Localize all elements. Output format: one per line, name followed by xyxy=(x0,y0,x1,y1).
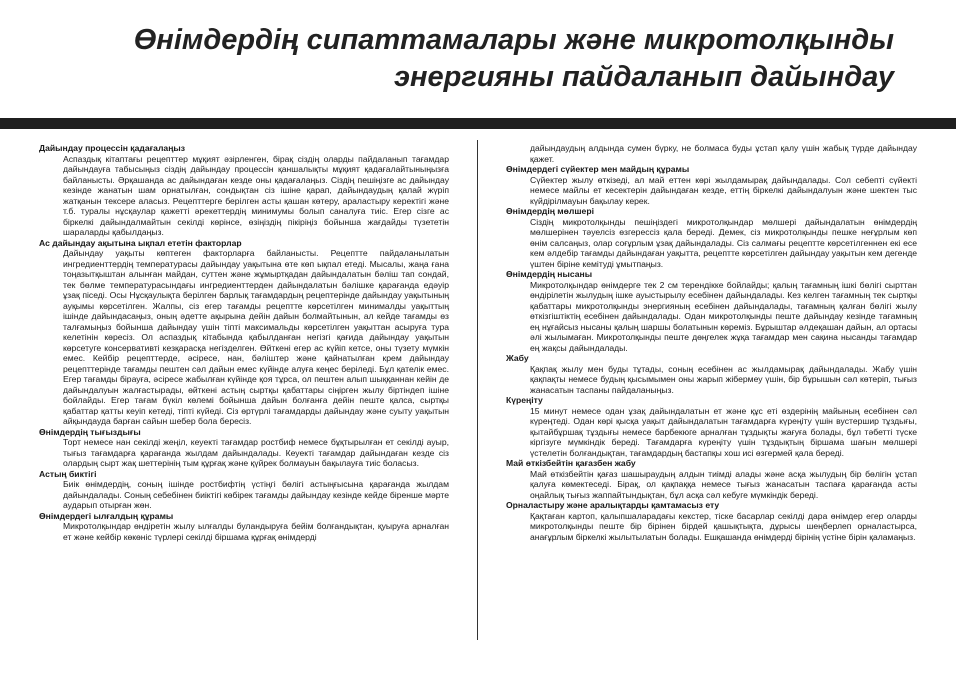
section-heading: Астың биктігі xyxy=(39,468,97,479)
section-shape xyxy=(506,269,917,353)
section-body: Аспаздық кітаптағы рецепттер мұқият әзірленген, бірақ сіздің оларды пайдаланып тағамдар дайындауға табысыңыз сіздің дайындау процессін қаншалықты мұқият қадағалайтыныңызға байланысты. Әрқашанда ас дайындаған кезде оны қадағалаңыз. Сіздің пешіңізге ас дайындау кезінде жанатын шам орнатылған, сондықтан сіз ішіне қарап, дайындаудың қалай жүріп жатқанын тексере аласыз. Рецепттерге берілген асты қашан көтеру, араластыру керектігі және т.б. туралы нұсқаулар қажетті әрекеттердің минимумы болып саналуға тиіс. Егер сізге ас біркелкі дайындалмайтын секілді көрінсе, өзіңіздің пікіріңіз бойынша жағдайды түзететін шараларды қабылдаңыз. xyxy=(63,153,449,237)
section-heading: Жабу xyxy=(506,353,529,363)
column-divider xyxy=(477,140,478,640)
section-body: Май өткізбейтін қағаз шашыраудың алдын тиімді алады және асқа жылудың бір бөлігін ұстап қалуға көмектеседі. Бірақ, ол қақпаққа немесе тығыз жанасатын таспаға қарағанда асты оңайлық тығыз жаппайтындықтан, бұл асқа сәл кебуге мүмкіндік береді. xyxy=(530,468,917,500)
section-heading: Ас дайындау ақытына ықпал ететін факторлар xyxy=(39,237,242,248)
header-rule xyxy=(0,118,956,129)
page-title xyxy=(74,22,894,96)
section-height xyxy=(39,469,449,511)
section-greaseproof-paper xyxy=(506,458,917,500)
section-body: дайындаудың алдында сумен бүрку, не болмаса буды ұстап қалу үшін жабық түрде дайындау қажет. xyxy=(530,143,917,164)
section-body: Микротолқындар өндіретін жылу ылғалды буландыруға бейім болғандықтан, қуыруға арналған ет және кейбір көкөніс түрлері секілді біршама құрғақ өнімдерді xyxy=(63,521,449,542)
section-heading: Өнімдердің тығыздығы xyxy=(39,426,141,437)
section-body: Қақпақ жылу мен буды тұтады, соның есебінен ас жылдамырақ дайындалады. Жабу үшін қақпақты немесе будың қысымымен оны жарып жібермеу үшін, бір бұрышын сәл көтеріп, тығыз жанасатын таспаны пайдаланыңыз. xyxy=(530,363,917,395)
right-column xyxy=(506,143,917,542)
section-heading: Өнімдердегі сүйектер мен майдың құрамы xyxy=(506,164,690,174)
section-body: Биік өнімдердің, соның ішінде ростбифтің үстіңгі бөлігі астыңғысына қарағанда жылдам дайындалады. Соның себебінен биіктігі көбірек тағамды дайындау кезінде кейде біренше мәрте аударып отырған жөн. xyxy=(63,479,449,510)
section-heading: Өнімдердегі ылғалдың құрамы xyxy=(39,510,174,521)
section-body: Дайындау уақыты көптеген факторларға байланысты. Рецептте пайдаланылатын ингредиенттердің температурасы дайындау уақытына өте көп ықпал етеді. Мысалы, жаңа ғана тоңазытқыштан алынған майдан, суттен және жұмыртқадан дайындалатын бәліш тап сондай, тек бөлме температурасындағы ингредиенттерден дайындалатын бәлішке қарағанда едәуір ұзақ піседі. Осы Нұсқаулықта берілген барлық тағамдардың рецептеріндe дайындау уақытының ауқымы көрсетілген. Жалпы, сіз егер тағамды рецептте көрсетілген минималды уақыттың ішінде дайындасаңыз, оның әдетте ақырына дейін дайын болмайтынын, ал кейде тағамды өз талғамыңыз бойынша дайындау үшін тіпті максимальды көрсетілген уақыттан асыруға тура келетінін көресіз. Ол аспаздық кітабында қабылданған негізгі қағида дайындау уақытын көрсетуге консервативті кезқарасқа негізделген. Өйткені егер ас күйіп кетсе, оны түзету мүмкін емес. Кейбір рецепттерде, әсіресе, нан, бәліштер және қайнатылған крем дайындау рецепттерінде тағамды пештен сәл дайын емес күйінде алуға кеңес беріледі. Бұл қателік емес. Егер тағамды бірауға, әсіресе жабылған күйінде қоя тұрса, ол пештен алып шыққаннан кейін де дайындалуын жалғастырады, өйткені астың сыртқы қабаттары сіңірген жылу біртіндеп ішіне бойлайды. Егер тағам бүкіл көлемі бойынша дайын болғанға дейін пеште қалса, сыртқы қабаттар қатты кеуіп кетеді, тіпті күйеді. Сіз өртүрлі тағамдарды дайындау және суыту уақытын айқындауда барған сайын шебер бола бересіз. xyxy=(63,248,449,426)
section-body: Торт немесе нан секілді жеңіл, кеуекті тағамдар ростбиф немесе бұқтырылған ет секілді ауыр, тығыз тағамдарға қарағанда жылдам дайындалады. Кеуекті тағамдар дайындаған кезде сіз олардың сырт жақ шеттерінің тым құрғақ және қүйрек болмауын бақылауға тиіс боласыз. xyxy=(63,437,449,468)
section-browning xyxy=(506,395,917,458)
page-title-line-2: энергияны пайдаланып дайындау xyxy=(393,61,894,93)
section-heading: Дайындау процессін қадағалаңыз xyxy=(39,143,185,153)
section-quantity xyxy=(506,206,917,269)
section-heading: Май өткізбейтін қағазбен жабу xyxy=(506,458,636,468)
section-arrangement xyxy=(506,500,917,542)
section-body: 15 минут немесе одан ұзақ дайындалатын ет және құс еті өздерінің майының есебінен сәл күреңтеді. Одан көрі қысқа уақыт дайындалатын тағамдарға күреңіту үшін вустершир тұздығы, қытайбұршақ тұздығы немесе барбекюге арналған тұздықты жағуға болады, бұл тәбетті түске кіргізуге мүмкіндік береді. Тағамдарға күреңіту үшін тұздықтың біршама шағын мөлшері үстелетін болғандықтан, тағамдардың бастапқы хош исі өзгермей қала береді. xyxy=(530,405,917,458)
section-bones-fat xyxy=(506,164,917,206)
section-cooking-time-factors xyxy=(39,238,449,427)
section-body: Сіздің микротолқынды пешіңіздегі микротолқындар мөлшері дайындалатын өнімдердің мөлшерінен тәуелсіз өзгерессіз қала береді. Демек, сіз микротолқынды пешке неғұрлым көп өнім салсаңыз, олар соғұрлым ұзақ дайындалады. Сіз салмағы рецептте көрсетілгеннен екі есе кем әлдебір тағамды дайындаған уақытта, рецептте көрсетілген дайындау уақытын кем дегенде үштен біріне кемітуді ұмытпаңыз. xyxy=(530,216,917,269)
page-title-line-1: Өнімдердің сипаттамалары және микротолқынды xyxy=(133,24,894,56)
section-heading: Өнімдердің мөлшері xyxy=(506,206,594,216)
section-body: Қақтаған картоп, қалыпшаларадағы кекстер, тіске басарлар секілді дара өнімдер егер оларды микротолқынды пеште бір бірінен бірдей қашықтықта, дұрысы шеңберлеп орналастырса, анағұрлым біркелкі жылытылатын болады. Ешқашанда өнімдерді бірінің үстіне бірін қаламаңыз. xyxy=(530,510,917,542)
section-body: Микротолқындар өнімдерге тек 2 см терендікке бойлайды; қалың тағамның ішкі бөлігі сырттан өндірілетін жылудың ішке ауыстырылу есебінен дайындалады. Кез келген тағамның тек сыртқы қабаттары микротолқынды энергияның есебінен дайындалады, тағамның қалған бөлігі жылу өткізгіштіктің есебінен дайындалады. Одан микротолқынды пеште дайындау кезінде тағамның ең нұғайсыз нысаны қалың шаршы болатынын көреміз. Бұрыштар әлдеқашан дайын, ал ортасы әлі жылымаған. Микротолқынды пеште дөңгелек жұқа тағамдар мен сақина нысанды тағамдар ең жақсы дайындалады. xyxy=(530,279,917,353)
section-heading: Орналастыру және аралықтарды қамтамасыз ету xyxy=(506,500,720,510)
section-heading: Күреңіту xyxy=(506,395,543,405)
section-covering xyxy=(506,353,917,395)
section-density xyxy=(39,427,449,469)
section-body: Сүйектер жылу өткізеді, ал май еттен көрі жылдамырақ дайындалады. Сол себепті сүйекті немесе майлы ет кесектерін дайындаған кезде, еттің біркелкі дайындалуын және шектен тыс күйдірілмауын бақылау керек. xyxy=(530,174,917,206)
section-heading: Өнімдердің нысаны xyxy=(506,269,593,279)
left-column xyxy=(39,143,449,542)
section-cooking-process xyxy=(39,143,449,238)
section-moisture-continued xyxy=(506,143,917,164)
section-moisture xyxy=(39,511,449,543)
